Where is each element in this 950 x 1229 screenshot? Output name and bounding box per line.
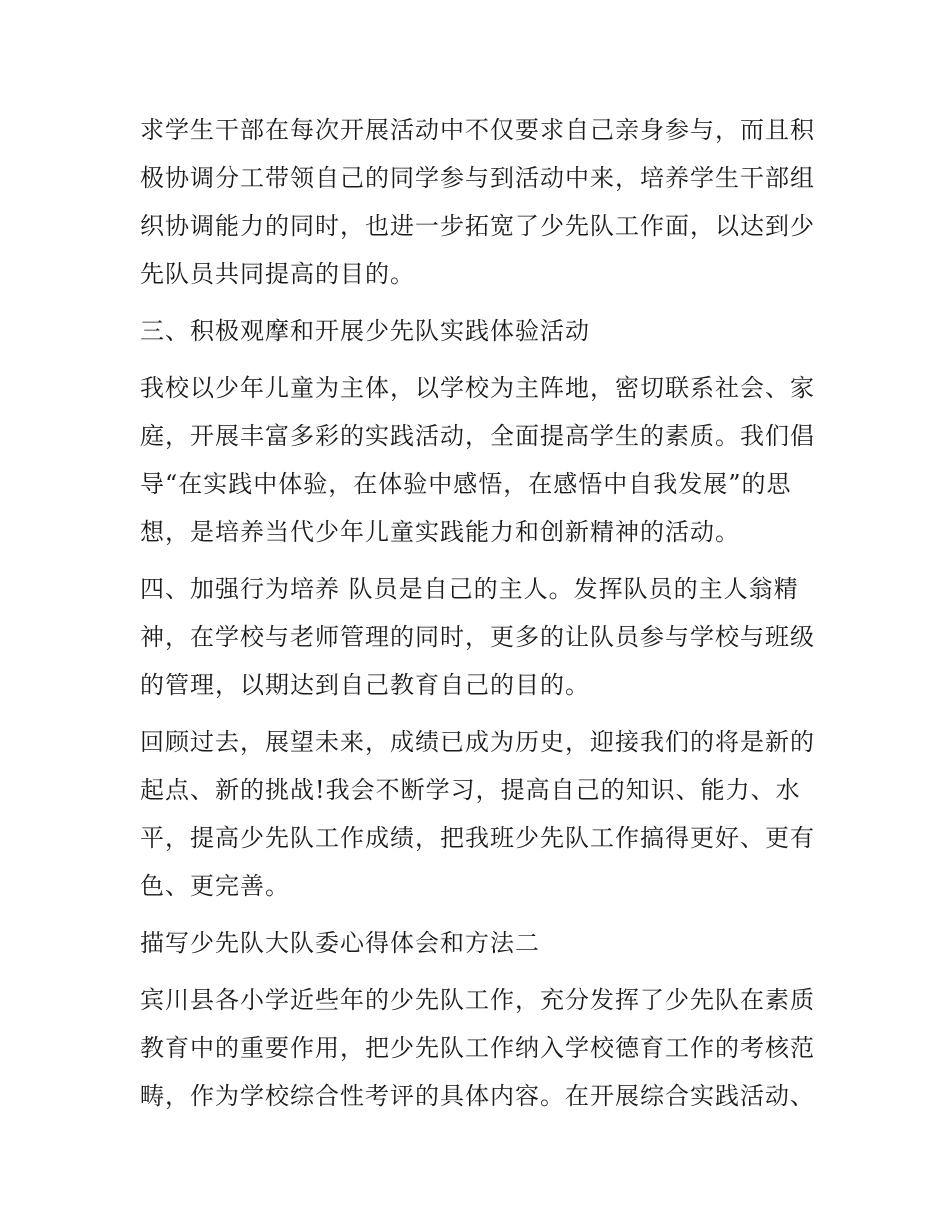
text-line: 描写少先队大队委心得体会和方法二 (140, 929, 540, 957)
paragraph-binchuan-county (140, 976, 820, 1120)
text-line: 想，是培养当代少年儿童实践能力和创新精神的活动。 (140, 518, 740, 546)
text-line: 起点、新的挑战!我会不断学习，提高自己的知识、能力、水 (140, 776, 801, 804)
document-body (140, 106, 820, 1120)
text-line: 织协调能力的同时，也进一步拓宽了少先队工作面，以达到少 (140, 212, 815, 240)
section-heading-practice (140, 307, 820, 355)
text-line: 极协调分工带领自己的同学参与到活动中来，培养学生干部组 (140, 164, 815, 192)
paragraph-behavior-training (140, 565, 820, 709)
text-line: 宾川县各小学近些年的少先队工作，充分发挥了少先队在素质 (140, 986, 815, 1014)
paragraph-conclusion (140, 718, 820, 910)
paragraph-cadre-participation (140, 106, 820, 298)
paragraph-practice-activities (140, 364, 820, 556)
text-line: 回顾过去，展望未来，成绩已成为历史，迎接我们的将是新的 (140, 728, 815, 756)
text-line: 平，提高少先队工作成绩，把我班少先队工作搞得更好、更有 (140, 824, 815, 852)
text-line: 教育中的重要作用，把少先队工作纳入学校德育工作的考核范 (140, 1034, 815, 1062)
text-line: 导“在实践中体验，在体验中感悟，在感悟中自我发展”的思 (140, 470, 792, 498)
text-line: 庭，开展丰富多彩的实践活动，全面提高学生的素质。我们倡 (140, 422, 815, 450)
section-heading-method-two (140, 919, 820, 967)
text-line: 我校以少年儿童为主体，以学校为主阵地，密切联系社会、家 (140, 374, 815, 402)
text-line: 畴，作为学校综合性考评的具体内容。在开展综合实践活动、 (140, 1082, 815, 1110)
text-line: 求学生干部在每次开展活动中不仅要求自己亲身参与，而且积 (140, 116, 815, 144)
text-line: 三、积极观摩和开展少先队实践体验活动 (140, 317, 590, 345)
text-line: 先队员共同提高的目的。 (140, 260, 415, 288)
text-line: 神，在学校与老师管理的同时，更多的让队员参与学校与班级 (140, 623, 815, 651)
text-line: 色、更完善。 (140, 872, 290, 900)
text-line: 四、加强行为培养 队员是自己的主人。发挥队员的主人翁精 (140, 575, 799, 603)
text-line: 的管理，以期达到自己教育自己的目的。 (140, 671, 590, 699)
